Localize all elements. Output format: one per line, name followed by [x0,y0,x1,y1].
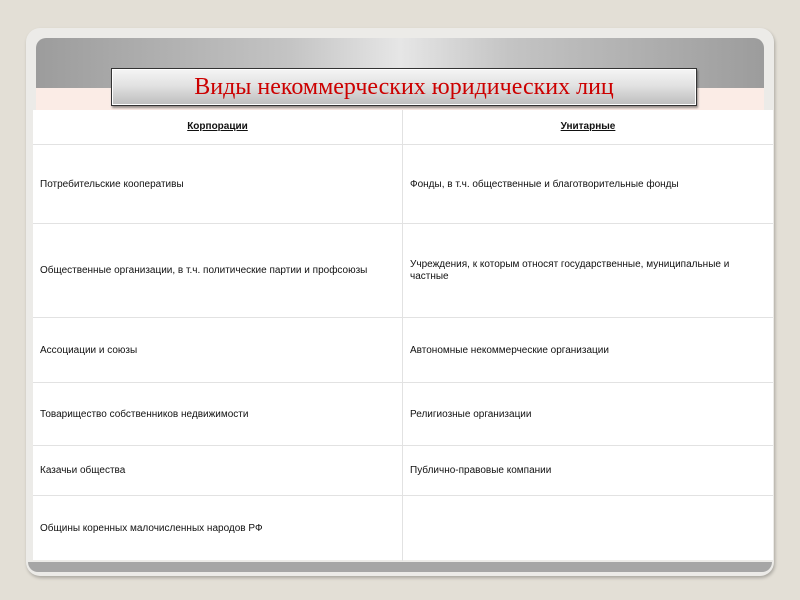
bottom-bar [28,562,772,572]
table-row [33,144,773,224]
table-cell: Общины коренных малочисленных народов РФ [33,496,403,561]
data-table [33,110,773,560]
table-header-row [33,110,773,144]
table-cell: Учреждения, к которым относят государственные, муниципальные и частные [410,259,730,282]
table-cell: Публично-правовые компании [410,465,552,476]
table-cell [403,496,773,561]
table-cell: Общественные организации, в т.ч. политические партии и профсоюзы [33,224,403,318]
table-cell: Автономные некоммерческие организации [410,344,609,356]
table-row [33,445,773,496]
table-row [33,382,773,446]
table-row [33,317,773,383]
table-cell: Товарищество собственников недвижимости [33,383,403,446]
table-cell: Религиозные организации [410,408,532,420]
table-cell: Фонды, в т.ч. общественные и благотворительные фонды [410,178,679,190]
header-cell-corporations: Корпорации [33,110,403,144]
header-cell-unitary: Унитарные [560,121,616,132]
title-box [111,68,697,106]
table-cell: Ассоциации и союзы [33,318,403,383]
page-title: Виды некоммерческих юридических лиц [194,73,614,100]
table-row [33,223,773,318]
table-row [33,495,773,561]
table-cell: Потребительские кооперативы [33,145,403,224]
table-cell: Казачьи общества [33,446,403,496]
